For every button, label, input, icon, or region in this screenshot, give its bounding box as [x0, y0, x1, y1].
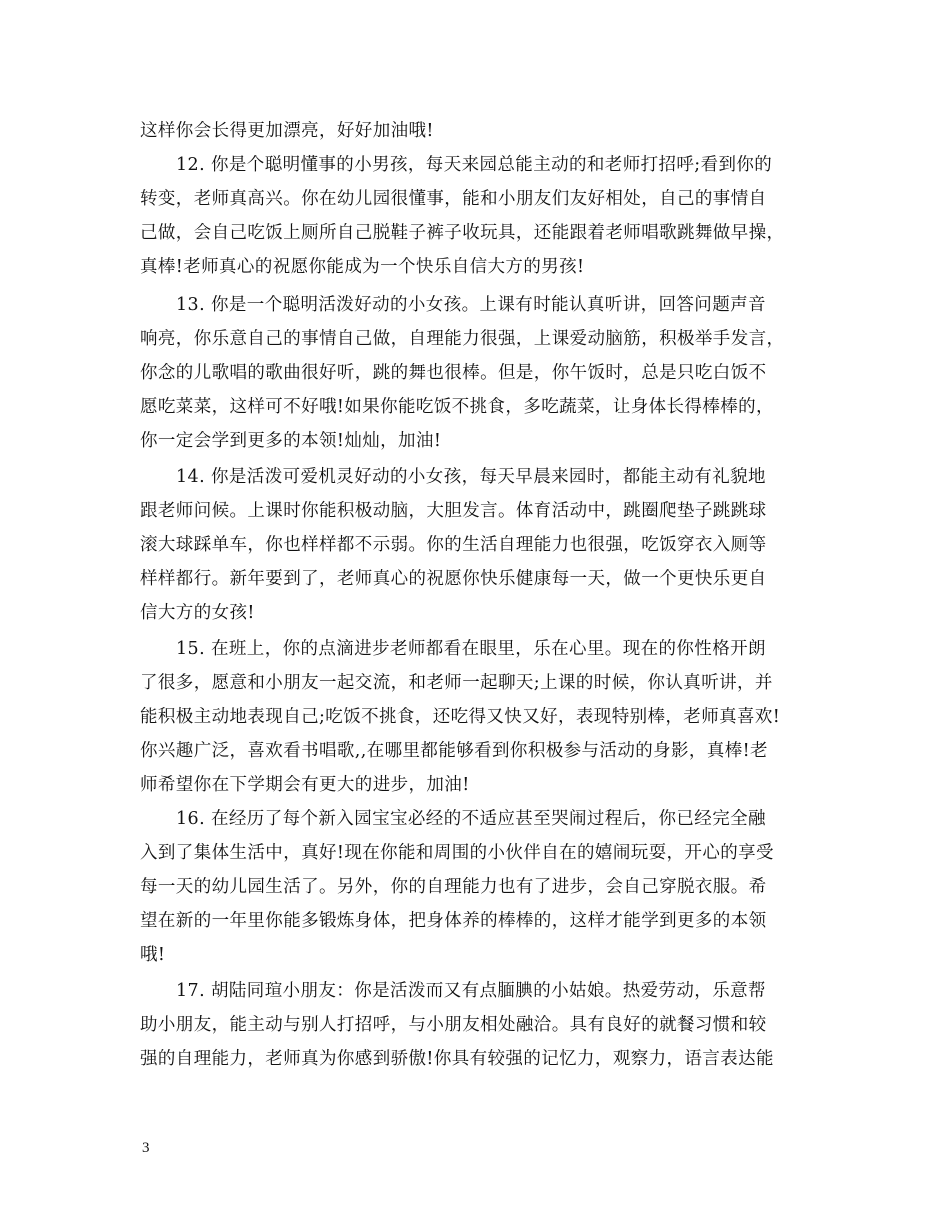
text-line: 能积极主动地表现自己;吃饭不挑食，还吃得又快又好，表现特别棒，老师真喜欢!: [140, 707, 781, 727]
text-line: 了很多，愿意和小朋友一起交流，和老师一起聊天;上课的时候，你认真听讲，并: [140, 673, 773, 693]
text-line: 滚大球踩单车，你也样样都不示弱。你的生活自理能力也很强，吃饭穿衣入厕等: [140, 535, 767, 555]
text-line: 转变，老师真高兴。你在幼儿园很懂事，能和小朋友们友好相处，自己的事情自: [140, 189, 767, 209]
text-line: 样样都行。新年要到了，老师真心的祝愿你快乐健康每一天，做一个更快乐更自: [140, 569, 767, 589]
text-line: 15. 在班上，你的点滴进步老师都看在眼里，乐在心里。现在的你性格开朗: [176, 639, 766, 659]
text-line: 哦!: [140, 945, 166, 965]
text-line: 响亮，你乐意自己的事情自己做，自理能力很强，上课爱动脑筋，积极举手发言，: [140, 329, 785, 349]
text-line: 17. 胡陆同瑄小朋友：你是活泼而又有点腼腆的小姑娘。热爱劳动，乐意帮: [176, 981, 766, 1001]
text-line: 己做，会自己吃饭上厕所自己脱鞋子裤子收玩具，还能跟着老师唱歌跳舞做早操，: [140, 223, 785, 243]
text-line: 望在新的一年里你能多锻炼身体，把身体养的棒棒的，这样才能学到更多的本领: [140, 911, 767, 931]
text-line: 每一天的幼儿园生活了。另外，你的自理能力也有了进步，会自己穿脱衣服。希: [140, 877, 767, 897]
text-line: 师希望你在下学期会有更大的进步，加油!: [140, 775, 470, 795]
text-line: 16. 在经历了每个新入园宝宝必经的不适应甚至哭闹过程后，你已经完全融: [176, 809, 766, 829]
text-line: 愿吃菜菜，这样可不好哦!如果你能吃饭不挑食，多吃蔬菜，让身体长得棒棒的，: [140, 397, 774, 417]
text-line: 你一定会学到更多的本领!灿灿，加油!: [140, 431, 442, 451]
text-line: 信大方的女孩!: [140, 603, 255, 623]
text-line: 真棒!老师真心的祝愿你能成为一个快乐自信大方的男孩!: [140, 257, 585, 277]
text-line: 14. 你是活泼可爱机灵好动的小女孩，每天早晨来园时，都能主动有礼貌地: [176, 467, 766, 487]
text-line: 强的自理能力，老师真为你感到骄傲!你具有较强的记忆力，观察力，语言表达能: [140, 1049, 774, 1069]
text-line: 助小朋友，能主动与别人打招呼，与小朋友相处融洽。具有良好的就餐习惯和较: [140, 1015, 767, 1035]
text-line: 跟老师问候。上课时你能积极动脑，大胆发言。体育活动中，跳圈爬垫子跳跳球: [140, 501, 767, 521]
text-line: 13. 你是一个聪明活泼好动的小女孩。上课有时能认真听讲，回答问题声音: [176, 295, 766, 315]
text-line: 你兴趣广泛，喜欢看书唱歌,,在哪里都能够看到你积极参与活动的身影，真棒!老: [140, 741, 768, 761]
text-line: 这样你会长得更加漂亮，好好加油哦!: [140, 121, 434, 141]
text-line: 入到了集体生活中，真好!现在你能和周围的小伙伴自在的嬉闹玩耍，开心的享受: [140, 843, 774, 863]
page-number: 3: [142, 1140, 150, 1156]
text-line: 你念的儿歌唱的歌曲很好听，跳的舞也很棒。但是，你午饭时，总是只吃白饭不: [140, 363, 767, 383]
text-line: 12. 你是个聪明懂事的小男孩，每天来园总能主动的和老师打招呼;看到你的: [176, 155, 773, 175]
